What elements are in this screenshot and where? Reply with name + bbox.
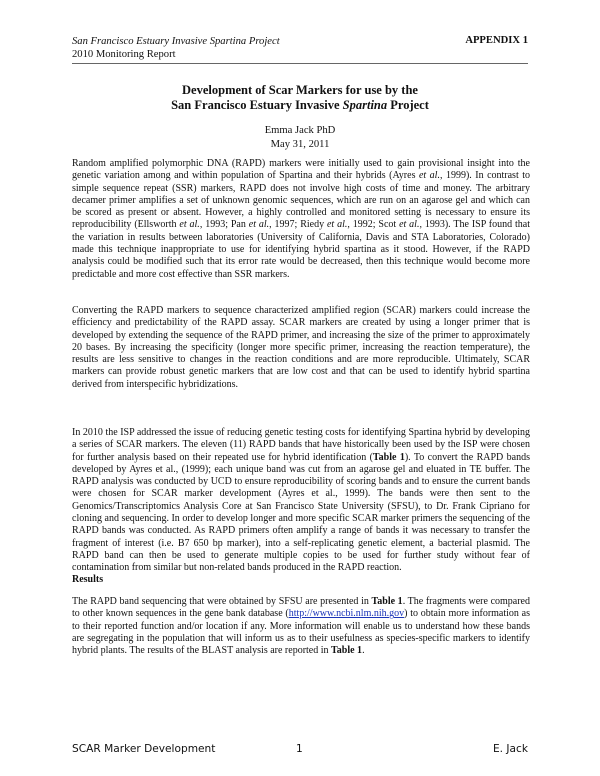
running-header: [72, 35, 280, 61]
document-title: [72, 83, 528, 112]
footer-author: E. Jack: [492, 743, 528, 755]
page-number: 1: [296, 743, 303, 755]
title-line-1: Development of Scar Markers for use by the: [182, 83, 418, 97]
results-heading: Results: [72, 574, 104, 585]
paragraph-scar-conversion: Converting the RAPD markers to sequence characterized amplified region (SCAR) markers could increase the efficiency and predictability of the RAPD assay. SCAR markers are created by using a longer primer that is developed by extending the sequence of the RAPD primer, and increasing the size of the primer to approximately 20 bases. By increasing the specificity (longer more specific primer, increasing the reaction temperature), the results are less sensitive to changes in the reaction conditions and are more reproducible. Ultimately, SCAR markers can provide robust genetic markers that are low cost and that can be used to identify hybrid spartina derived from interspecific hybridizations.: [72, 305, 530, 390]
paragraph-isp-2010: In 2010 the ISP addressed the issue of reducing genetic testing costs for identifying Spartina hybrid by developing a series of SCAR markers. The eleven (11) RAPD bands that have historically been used by the ISP were chosen for further analysis based on their repeated use for hybrid identification (Table 1). To convert the RAPD bands developed by Ayres et al., (1999); each unique band was cut from an agarose gel and eluated in TE buffer. The RAPD analysis was conducted by UCD to ensure reproducibility of scoring bands and to ensure the current bands were chosen for SCAR marker development (Ayres et al., 1999). The bands were then sent to the Genomics/Transcriptomics Analysis Core at San Francisco State University (SFSU), to Dr. Frank Cipriano for cloning and sequencing. In order to develop longer and more specific SCAR marker primers the sequencing of the RAPD bands was conducted. As RAPD primers often amplify a range of bands it was necessary to transfer the fragment of interest (i.e. B7 650 bp marker), into a self-replicating genetic element, a bacterial plasmid. The RAPD band can then be used to generate multiple copies to be used for further study without fear of contamination from similar but non-related bands produced in the RAPD reaction.: [72, 427, 530, 574]
paragraph-results: The RAPD band sequencing that were obtained by SFSU are presented in Table 1. The fragments were compared to other known sequences in the gene bank database (http://www.ncbi.nlm.nih.gov) to obtain more information as to their reported function and/or location if any. More information will enable us to understand how these bands are segregating in the population that will inform us as to their usefulness as species-specific markers to identify hybrid plants. The results of the BLAST analysis are reported in Table 1.: [72, 596, 530, 657]
author-block: [72, 124, 528, 152]
title-line-2: San Francisco Estuary Invasive Spartina Project: [171, 97, 429, 112]
appendix-label: APPENDIX 1: [465, 35, 528, 46]
document-date: May 31, 2011: [270, 139, 330, 150]
header-project-title: San Francisco Estuary Invasive Spartina Project: [72, 36, 280, 47]
header-divider: [72, 63, 528, 64]
ncbi-link[interactable]: http://www.ncbi.nlm.nih.gov: [288, 608, 405, 620]
author-name: Emma Jack PhD: [264, 125, 336, 136]
header-report-name: 2010 Monitoring Report: [72, 49, 176, 60]
footer-title: SCAR Marker Development: [72, 743, 216, 755]
paragraph-rapd-intro: Random amplified polymorphic DNA (RAPD) markers were initially used to gain provisional insight into the genetic variation among and within population of Spartina and their hybrids (Ayres et al., 1999). In contrast to simple sequence repeat (SSR) markers, RAPD does not involve high costs of time and money. The arbitrary decamer primer amplifies a set of unknown genomic sequences, which are run on an agarose gel and which can be scored as present or absent. However, a highly controlled and monitored setting is necessary to ensure its reproducibility (Ellsworth et al., 1993; Pan et al., 1997; Riedy et al., 1992; Scot et al., 1993). The ISP found that the variation in results between laboratories (University of California, Davis and STA Laboratories, Colorado) made this technique inappropriate to use for identifying hybrid spartina as it stood. However, if the RAPD analysis could be modified such that its error rate would be decreased, then this technique would become more predictable and more cost effective than SSR markers.: [72, 158, 531, 280]
